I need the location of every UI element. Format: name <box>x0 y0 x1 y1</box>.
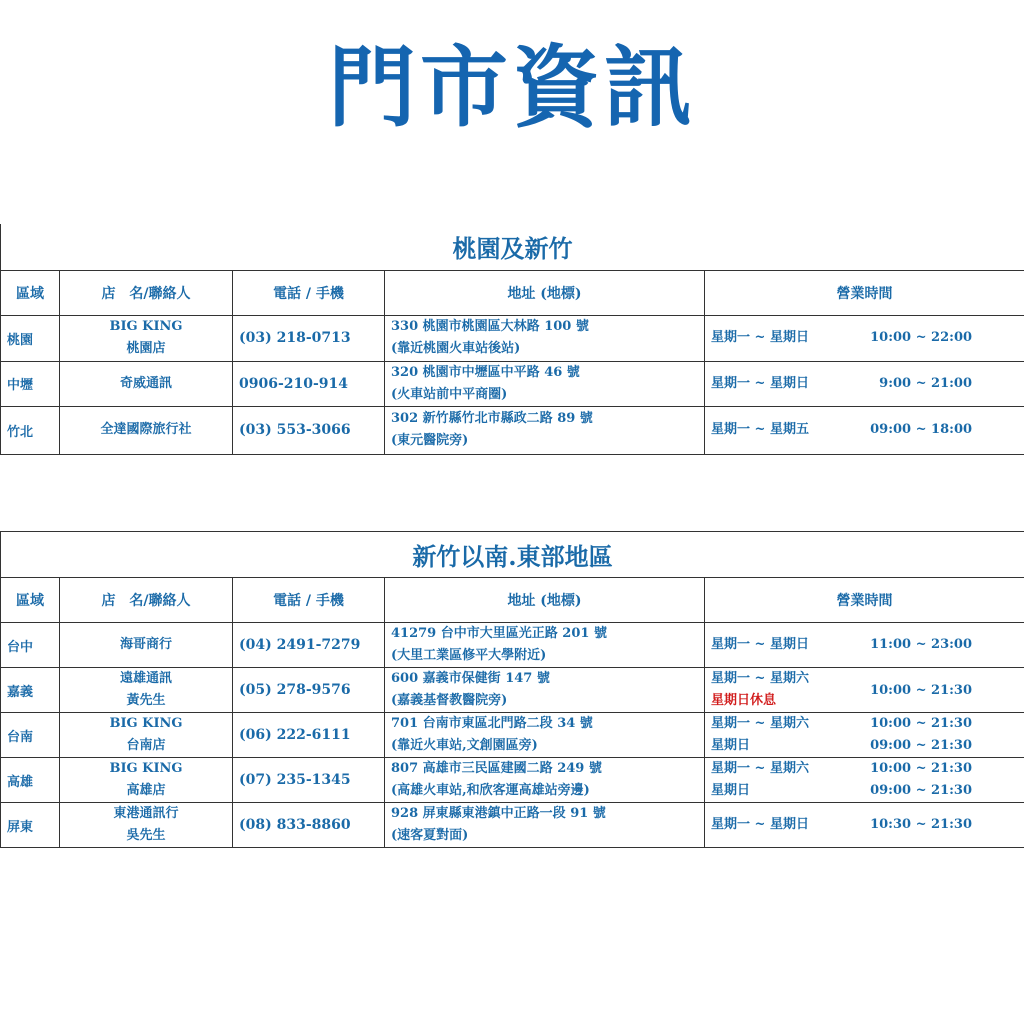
hours-time: 09:00 ~ 18:00 <box>870 422 973 437</box>
store-cell <box>60 406 233 454</box>
address-cell <box>385 803 705 848</box>
store-line: 東港通訊行 <box>113 806 179 821</box>
store-line: 台南店 <box>126 738 166 753</box>
store-table-north <box>0 224 1024 455</box>
region-cell: 中壢 <box>1 361 60 406</box>
hours-time: 09:00 ~ 21:30 <box>870 783 972 798</box>
phone-cell: (04) 2491-7279 <box>233 623 385 668</box>
phone-cell: 0906-210-914 <box>233 361 385 406</box>
hours-days: 星期一 ~ 星期五 <box>711 422 809 437</box>
header-row <box>1 270 1024 315</box>
address-cell <box>385 713 705 758</box>
header-region: 區域 <box>1 270 60 315</box>
store-line: 海哥商行 <box>119 637 172 652</box>
address-cell <box>385 758 705 803</box>
hours-days: 星期日休息 <box>711 693 777 708</box>
hours-time: 9:00 ~ 21:00 <box>879 375 973 391</box>
hours-line <box>711 814 1018 836</box>
header-store: 店 名/聯絡人 <box>60 578 233 623</box>
hours-cell <box>705 758 1024 803</box>
table-body <box>1 623 1024 848</box>
hours-line <box>711 419 1018 441</box>
address-line: 302 新竹縣竹北市縣政二路 89 號 <box>391 411 593 426</box>
address-line: 330 桃園市桃園區大林路 100 號 <box>391 319 589 334</box>
hours-days: 星期日 <box>711 783 751 798</box>
store-line: BIG KING <box>109 319 183 334</box>
hours-cell <box>705 713 1024 758</box>
region-cell: 台南 <box>1 713 60 758</box>
store-cell <box>60 803 233 848</box>
hours-cell <box>705 803 1024 848</box>
hours-days: 星期一 ~ 星期日 <box>711 375 809 391</box>
address-line: 600 嘉義市保健街 147 號 <box>391 671 550 686</box>
address-line: (靠近火車站,文創園區旁) <box>391 738 538 753</box>
hours-time: 10:00 ~ 21:30 <box>870 682 972 698</box>
header-row <box>1 578 1024 623</box>
phone-cell: (03) 553-3066 <box>233 406 385 454</box>
header-address: 地址 (地標) <box>385 270 705 315</box>
address-cell <box>385 668 705 713</box>
hours-block <box>711 668 1018 712</box>
region-cell: 嘉義 <box>1 668 60 713</box>
hours-line <box>711 373 1018 395</box>
hours-time: 10:30 ~ 21:30 <box>870 817 972 832</box>
store-line: 黃先生 <box>126 693 166 708</box>
section-title: 桃園及新竹 <box>1 224 1024 270</box>
store-line: BIG KING <box>109 716 183 731</box>
store-table-south <box>0 531 1024 848</box>
hours-time: 10:00 ~ 21:30 <box>870 761 972 776</box>
table-row <box>1 623 1024 668</box>
store-cell <box>60 361 233 406</box>
table-body <box>1 315 1024 454</box>
table-row <box>1 713 1024 758</box>
hours-days: 星期一 ~ 星期六 <box>711 671 809 686</box>
hours-time: 10:00 ~ 22:00 <box>870 330 973 345</box>
table-row <box>1 315 1024 361</box>
hours-days: 星期日 <box>711 738 751 753</box>
address-line: (大里工業區修平大學附近) <box>391 648 547 663</box>
address-line: 807 高雄市三民區建國二路 249 號 <box>391 761 602 776</box>
table-row <box>1 361 1024 406</box>
page-title: 門市資訊 <box>327 36 696 139</box>
store-cell <box>60 713 233 758</box>
address-line: (速客夏對面) <box>391 828 469 843</box>
address-line: (高雄火車站,和欣客運高雄站旁邊) <box>391 783 590 798</box>
hours-cell <box>705 668 1024 713</box>
region-cell: 高雄 <box>1 758 60 803</box>
header-phone: 電話 / 手機 <box>233 578 385 623</box>
phone-cell: (08) 833-8860 <box>233 803 385 848</box>
store-cell <box>60 668 233 713</box>
hours-time: 10:00 ~ 21:30 <box>870 716 972 731</box>
table-row <box>1 406 1024 454</box>
store-line: 全達國際旅行社 <box>100 422 192 437</box>
store-cell <box>60 315 233 361</box>
hours-days: 星期一 ~ 星期六 <box>711 716 809 731</box>
address-cell <box>385 361 705 406</box>
header-hours: 營業時間 <box>705 270 1024 315</box>
store-line: 遠雄通訊 <box>119 671 172 686</box>
store-line: 吳先生 <box>126 828 166 843</box>
header-region: 區域 <box>1 578 60 623</box>
address-line: 701 台南市東區北門路二段 34 號 <box>391 716 593 731</box>
hours-days: 星期一 ~ 星期日 <box>711 330 809 345</box>
hours-line <box>711 713 1018 735</box>
address-line: (嘉義基督教醫院旁) <box>391 693 508 708</box>
region-cell: 竹北 <box>1 406 60 454</box>
hours-days-list <box>711 668 809 712</box>
hours-line <box>711 780 1018 802</box>
hours-line <box>711 327 1018 349</box>
table-row <box>1 803 1024 848</box>
region-cell: 台中 <box>1 623 60 668</box>
hours-cell <box>705 315 1024 361</box>
region-cell: 桃園 <box>1 315 60 361</box>
address-line: 320 桃園市中壢區中平路 46 號 <box>391 364 580 380</box>
header-phone: 電話 / 手機 <box>233 270 385 315</box>
header-address: 地址 (地標) <box>385 578 705 623</box>
store-cell <box>60 758 233 803</box>
store-cell <box>60 623 233 668</box>
header-store: 店 名/聯絡人 <box>60 270 233 315</box>
section-title: 新竹以南.東部地區 <box>1 532 1024 578</box>
hours-days: 星期一 ~ 星期日 <box>711 637 809 652</box>
table-row <box>1 758 1024 803</box>
hours-cell <box>705 361 1024 406</box>
table-row <box>1 668 1024 713</box>
address-line: 41279 台中市大里區光正路 201 號 <box>391 626 607 641</box>
store-line: BIG KING <box>109 761 183 776</box>
store-line: 桃園店 <box>126 341 166 356</box>
hours-time: 09:00 ~ 21:30 <box>870 738 972 753</box>
address-line: 928 屏東縣東港鎮中正路一段 91 號 <box>391 806 606 821</box>
address-cell <box>385 406 705 454</box>
address-cell <box>385 623 705 668</box>
phone-cell: (07) 235-1345 <box>233 758 385 803</box>
hours-time: 11:00 ~ 23:00 <box>870 637 972 652</box>
hours-line <box>711 634 1018 656</box>
hours-cell <box>705 406 1024 454</box>
phone-cell: (06) 222-6111 <box>233 713 385 758</box>
hours-days: 星期一 ~ 星期六 <box>711 761 809 776</box>
store-line: 高雄店 <box>126 783 166 798</box>
hours-line <box>711 735 1018 757</box>
store-line: 奇威通訊 <box>119 375 172 391</box>
header-hours: 營業時間 <box>705 578 1024 623</box>
region-cell: 屏東 <box>1 803 60 848</box>
address-cell <box>385 315 705 361</box>
phone-cell: (03) 218-0713 <box>233 315 385 361</box>
hours-days: 星期一 ~ 星期日 <box>711 817 809 832</box>
address-line: (火車站前中平商圈) <box>391 386 508 402</box>
hours-cell <box>705 623 1024 668</box>
address-line: (東元醫院旁) <box>391 433 469 448</box>
hours-line <box>711 758 1018 780</box>
address-line: (靠近桃園火車站後站) <box>391 341 521 356</box>
phone-cell: (05) 278-9576 <box>233 668 385 713</box>
